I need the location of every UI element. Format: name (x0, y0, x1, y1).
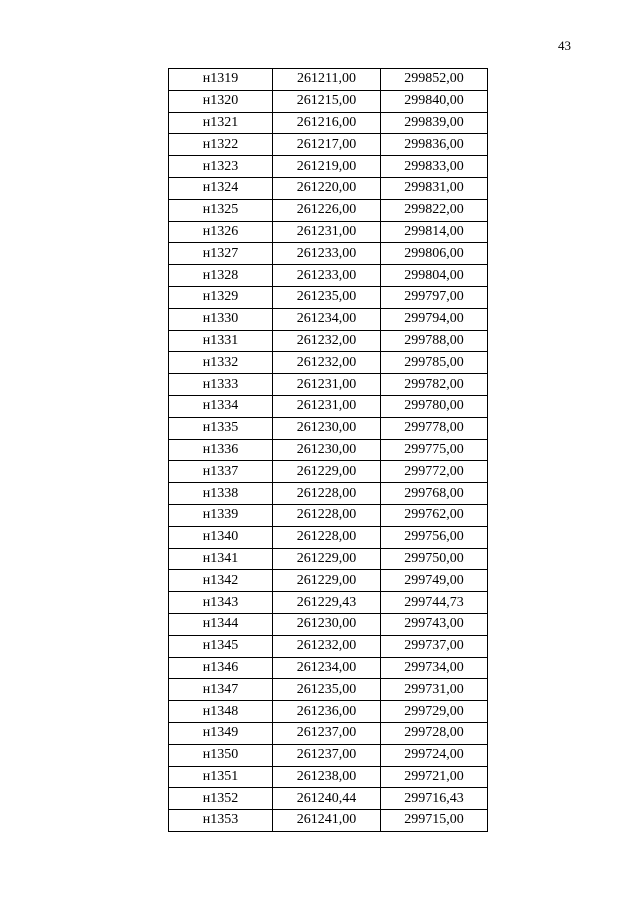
table-row (169, 548, 488, 570)
x-coordinate-cell: 261229,00 (273, 461, 381, 483)
x-coordinate-cell: 261232,00 (273, 635, 381, 657)
table-row (169, 177, 488, 199)
y-coordinate-cell: 299833,00 (381, 156, 488, 178)
point-cell: н1326 (169, 221, 273, 243)
table-row (169, 504, 488, 526)
point-cell: н1340 (169, 526, 273, 548)
y-coordinate-cell: 299852,00 (381, 69, 488, 91)
x-coordinate-cell: 261229,43 (273, 592, 381, 614)
point-cell: н1349 (169, 722, 273, 744)
y-coordinate-cell: 299716,43 (381, 788, 488, 810)
point-cell: н1342 (169, 570, 273, 592)
table-row (169, 134, 488, 156)
point-cell: н1330 (169, 308, 273, 330)
point-cell: н1336 (169, 439, 273, 461)
table-row (169, 722, 488, 744)
point-cell: н1334 (169, 395, 273, 417)
point-cell: н1352 (169, 788, 273, 810)
y-coordinate-cell: 299775,00 (381, 439, 488, 461)
x-coordinate-cell: 261216,00 (273, 112, 381, 134)
point-cell: н1347 (169, 679, 273, 701)
x-coordinate-cell: 261211,00 (273, 69, 381, 91)
y-coordinate-cell: 299804,00 (381, 265, 488, 287)
x-coordinate-cell: 261219,00 (273, 156, 381, 178)
table-row (169, 570, 488, 592)
point-cell: н1351 (169, 766, 273, 788)
table-row (169, 395, 488, 417)
table-row (169, 243, 488, 265)
y-coordinate-cell: 299715,00 (381, 810, 488, 832)
table-row (169, 352, 488, 374)
x-coordinate-cell: 261220,00 (273, 177, 381, 199)
point-cell: н1339 (169, 504, 273, 526)
y-coordinate-cell: 299768,00 (381, 483, 488, 505)
y-coordinate-cell: 299822,00 (381, 199, 488, 221)
x-coordinate-cell: 261230,00 (273, 613, 381, 635)
y-coordinate-cell: 299794,00 (381, 308, 488, 330)
point-cell: н1323 (169, 156, 273, 178)
table-row (169, 810, 488, 832)
table-row (169, 679, 488, 701)
x-coordinate-cell: 261237,00 (273, 744, 381, 766)
point-cell: н1343 (169, 592, 273, 614)
x-coordinate-cell: 261233,00 (273, 265, 381, 287)
y-coordinate-cell: 299788,00 (381, 330, 488, 352)
x-coordinate-cell: 261228,00 (273, 483, 381, 505)
x-coordinate-cell: 261231,00 (273, 374, 381, 396)
y-coordinate-cell: 299780,00 (381, 395, 488, 417)
point-cell: н1325 (169, 199, 273, 221)
x-coordinate-cell: 261229,00 (273, 548, 381, 570)
table-row (169, 788, 488, 810)
table-row (169, 112, 488, 134)
x-coordinate-cell: 261233,00 (273, 243, 381, 265)
x-coordinate-cell: 261237,00 (273, 722, 381, 744)
point-cell: н1345 (169, 635, 273, 657)
table-row (169, 439, 488, 461)
table-row (169, 613, 488, 635)
x-coordinate-cell: 261228,00 (273, 504, 381, 526)
y-coordinate-cell: 299836,00 (381, 134, 488, 156)
y-coordinate-cell: 299749,00 (381, 570, 488, 592)
y-coordinate-cell: 299743,00 (381, 613, 488, 635)
table-row (169, 265, 488, 287)
y-coordinate-cell: 299840,00 (381, 90, 488, 112)
y-coordinate-cell: 299729,00 (381, 701, 488, 723)
x-coordinate-cell: 261231,00 (273, 221, 381, 243)
point-cell: н1332 (169, 352, 273, 374)
x-coordinate-cell: 261226,00 (273, 199, 381, 221)
point-cell: н1329 (169, 286, 273, 308)
table-row (169, 330, 488, 352)
y-coordinate-cell: 299721,00 (381, 766, 488, 788)
coordinates-table (168, 68, 488, 832)
point-cell: н1333 (169, 374, 273, 396)
table-row (169, 69, 488, 91)
y-coordinate-cell: 299731,00 (381, 679, 488, 701)
y-coordinate-cell: 299762,00 (381, 504, 488, 526)
y-coordinate-cell: 299785,00 (381, 352, 488, 374)
table-row (169, 308, 488, 330)
table-row (169, 657, 488, 679)
point-cell: н1341 (169, 548, 273, 570)
point-cell: н1331 (169, 330, 273, 352)
y-coordinate-cell: 299724,00 (381, 744, 488, 766)
y-coordinate-cell: 299756,00 (381, 526, 488, 548)
table-row (169, 461, 488, 483)
point-cell: н1321 (169, 112, 273, 134)
x-coordinate-cell: 261240,44 (273, 788, 381, 810)
x-coordinate-cell: 261229,00 (273, 570, 381, 592)
coordinates-table-body (169, 69, 488, 832)
point-cell: н1348 (169, 701, 273, 723)
point-cell: н1338 (169, 483, 273, 505)
table-row (169, 156, 488, 178)
point-cell: н1344 (169, 613, 273, 635)
table-row (169, 701, 488, 723)
table-row (169, 374, 488, 396)
x-coordinate-cell: 261217,00 (273, 134, 381, 156)
table-row (169, 744, 488, 766)
point-cell: н1346 (169, 657, 273, 679)
x-coordinate-cell: 261236,00 (273, 701, 381, 723)
x-coordinate-cell: 261235,00 (273, 286, 381, 308)
point-cell: н1337 (169, 461, 273, 483)
x-coordinate-cell: 261234,00 (273, 308, 381, 330)
page-number: 43 (558, 38, 571, 53)
y-coordinate-cell: 299734,00 (381, 657, 488, 679)
point-cell: н1322 (169, 134, 273, 156)
table-row (169, 526, 488, 548)
x-coordinate-cell: 261228,00 (273, 526, 381, 548)
point-cell: н1353 (169, 810, 273, 832)
x-coordinate-cell: 261232,00 (273, 352, 381, 374)
table-row (169, 592, 488, 614)
table-row (169, 221, 488, 243)
x-coordinate-cell: 261235,00 (273, 679, 381, 701)
table-row (169, 766, 488, 788)
x-coordinate-cell: 261230,00 (273, 439, 381, 461)
point-cell: н1350 (169, 744, 273, 766)
point-cell: н1320 (169, 90, 273, 112)
y-coordinate-cell: 299782,00 (381, 374, 488, 396)
x-coordinate-cell: 261234,00 (273, 657, 381, 679)
point-cell: н1319 (169, 69, 273, 91)
y-coordinate-cell: 299737,00 (381, 635, 488, 657)
x-coordinate-cell: 261241,00 (273, 810, 381, 832)
y-coordinate-cell: 299728,00 (381, 722, 488, 744)
table-row (169, 417, 488, 439)
y-coordinate-cell: 299831,00 (381, 177, 488, 199)
y-coordinate-cell: 299839,00 (381, 112, 488, 134)
x-coordinate-cell: 261230,00 (273, 417, 381, 439)
x-coordinate-cell: 261232,00 (273, 330, 381, 352)
point-cell: н1335 (169, 417, 273, 439)
x-coordinate-cell: 261238,00 (273, 766, 381, 788)
point-cell: н1328 (169, 265, 273, 287)
point-cell: н1324 (169, 177, 273, 199)
x-coordinate-cell: 261231,00 (273, 395, 381, 417)
y-coordinate-cell: 299778,00 (381, 417, 488, 439)
point-cell: н1327 (169, 243, 273, 265)
y-coordinate-cell: 299772,00 (381, 461, 488, 483)
table-row (169, 483, 488, 505)
table-row (169, 286, 488, 308)
table-row (169, 635, 488, 657)
y-coordinate-cell: 299744,73 (381, 592, 488, 614)
y-coordinate-cell: 299806,00 (381, 243, 488, 265)
x-coordinate-cell: 261215,00 (273, 90, 381, 112)
y-coordinate-cell: 299814,00 (381, 221, 488, 243)
table-row (169, 199, 488, 221)
table-row (169, 90, 488, 112)
y-coordinate-cell: 299797,00 (381, 286, 488, 308)
y-coordinate-cell: 299750,00 (381, 548, 488, 570)
